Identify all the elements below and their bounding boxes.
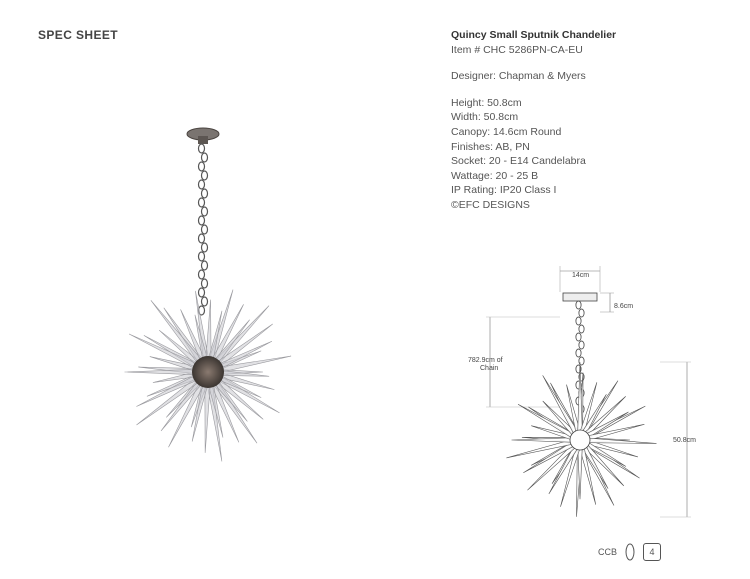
spec-copyright: ©EFC DESIGNS <box>451 198 530 211</box>
chain-length-label-2: Chain <box>480 365 499 372</box>
designer: Designer: Chapman & Myers <box>451 70 586 83</box>
spec-wattage: Wattage: 20 - 25 B <box>451 169 539 182</box>
spec-canopy: Canopy: 14.6cm Round <box>451 125 562 138</box>
spec-width: Width: 50.8cm <box>451 111 519 124</box>
spec-socket: Socket: 20 - E14 Candelabra <box>451 155 586 168</box>
dimension-drawing <box>460 262 710 527</box>
chain-length-label: 782.9cm of <box>468 357 503 364</box>
item-number: Item # CHC 5286PN-CA-EU <box>451 43 583 56</box>
spec-height: Height: 50.8cm <box>451 96 522 109</box>
page-title: SPEC SHEET <box>38 28 119 42</box>
ccb-mark: CCB <box>598 547 618 557</box>
bulb-outline-icon <box>625 543 635 561</box>
spec-ip-rating: IP Rating: IP20 Class I <box>451 184 557 197</box>
spec-finishes: Finishes: AB, PN <box>451 140 530 153</box>
certification-marks <box>598 543 661 561</box>
chandelier-photo <box>110 122 310 472</box>
overall-height-label: 50.8cm <box>673 437 696 444</box>
spec-block <box>451 28 616 213</box>
rating-badge: 4 <box>643 543 661 561</box>
canopy-width-label: 14cm <box>572 272 590 279</box>
canopy-height-label: 8.6cm <box>614 303 634 310</box>
product-name: Quincy Small Sputnik Chandelier <box>451 29 617 41</box>
